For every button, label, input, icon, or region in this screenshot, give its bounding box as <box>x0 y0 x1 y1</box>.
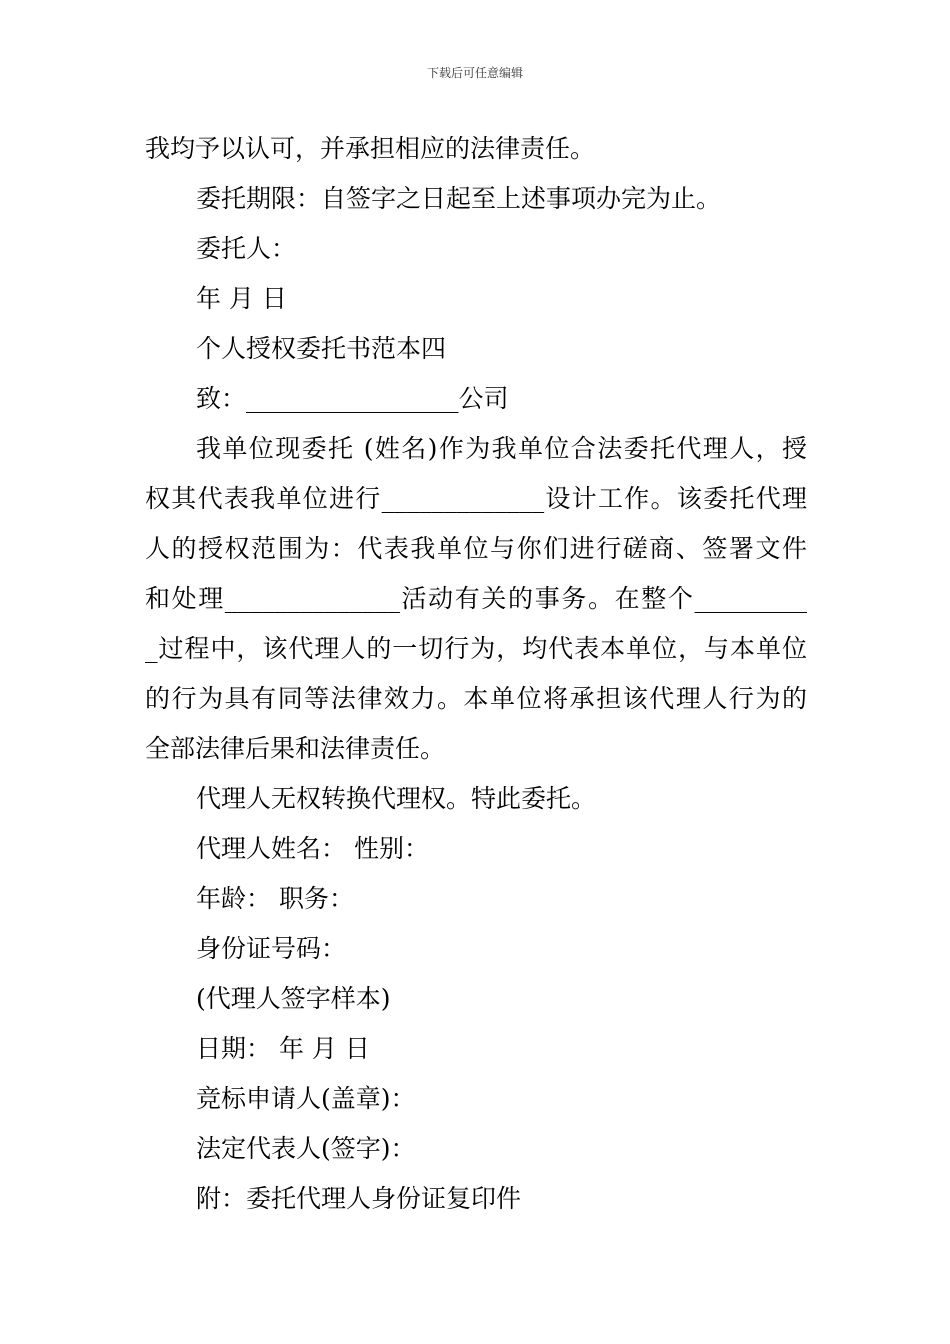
text-line: 委托人： <box>196 234 297 263</box>
text-line: 竞标申请人(盖章)： <box>196 1084 416 1113</box>
text-line: 年 月 日 <box>196 284 287 313</box>
section-title: 个人授权委托书范本四 <box>196 334 447 363</box>
text-line: 身份证号码： <box>196 934 347 963</box>
text-line: 全部法律后果和法律责任。 <box>145 734 446 763</box>
text-line: 委托期限：自签字之日起至上述事项办完为止。 <box>196 184 722 213</box>
document-body <box>145 124 807 1224</box>
text-line: 和处理______________活动有关的事务。在整个_________ <box>145 584 807 613</box>
text-line: 法定代表人(签字)： <box>196 1134 416 1163</box>
text-line: 我单位现委托 (姓名)作为我单位合法委托代理人，授 <box>196 434 807 463</box>
text-line: 我均予以认可，并承担相应的法律责任。 <box>145 134 596 163</box>
text-line: 代理人无权转换代理权。特此委托。 <box>196 784 597 813</box>
page-header: 下载后可任意编辑 <box>426 66 523 80</box>
text-line: _过程中，该代理人的一切行为，均代表本单位，与本单位 <box>145 634 807 663</box>
text-line: (代理人签字样本) <box>196 984 391 1013</box>
text-line: 权其代表我单位进行_____________设计工作。该委托代理 <box>145 484 807 513</box>
text-line: 年龄： 职务： <box>196 884 354 913</box>
text-line: 日期： 年 月 日 <box>196 1034 370 1063</box>
text-line: 附：委托代理人身份证复印件 <box>196 1184 522 1213</box>
text-line: 人的授权范围为：代表我单位与你们进行磋商、签署文件 <box>145 534 807 563</box>
text-line: 代理人姓名： 性别： <box>196 834 429 863</box>
text-line: 的行为具有同等法律效力。本单位将承担该代理人行为的 <box>145 684 807 713</box>
text-line: 致：_________________公司 <box>196 384 509 413</box>
